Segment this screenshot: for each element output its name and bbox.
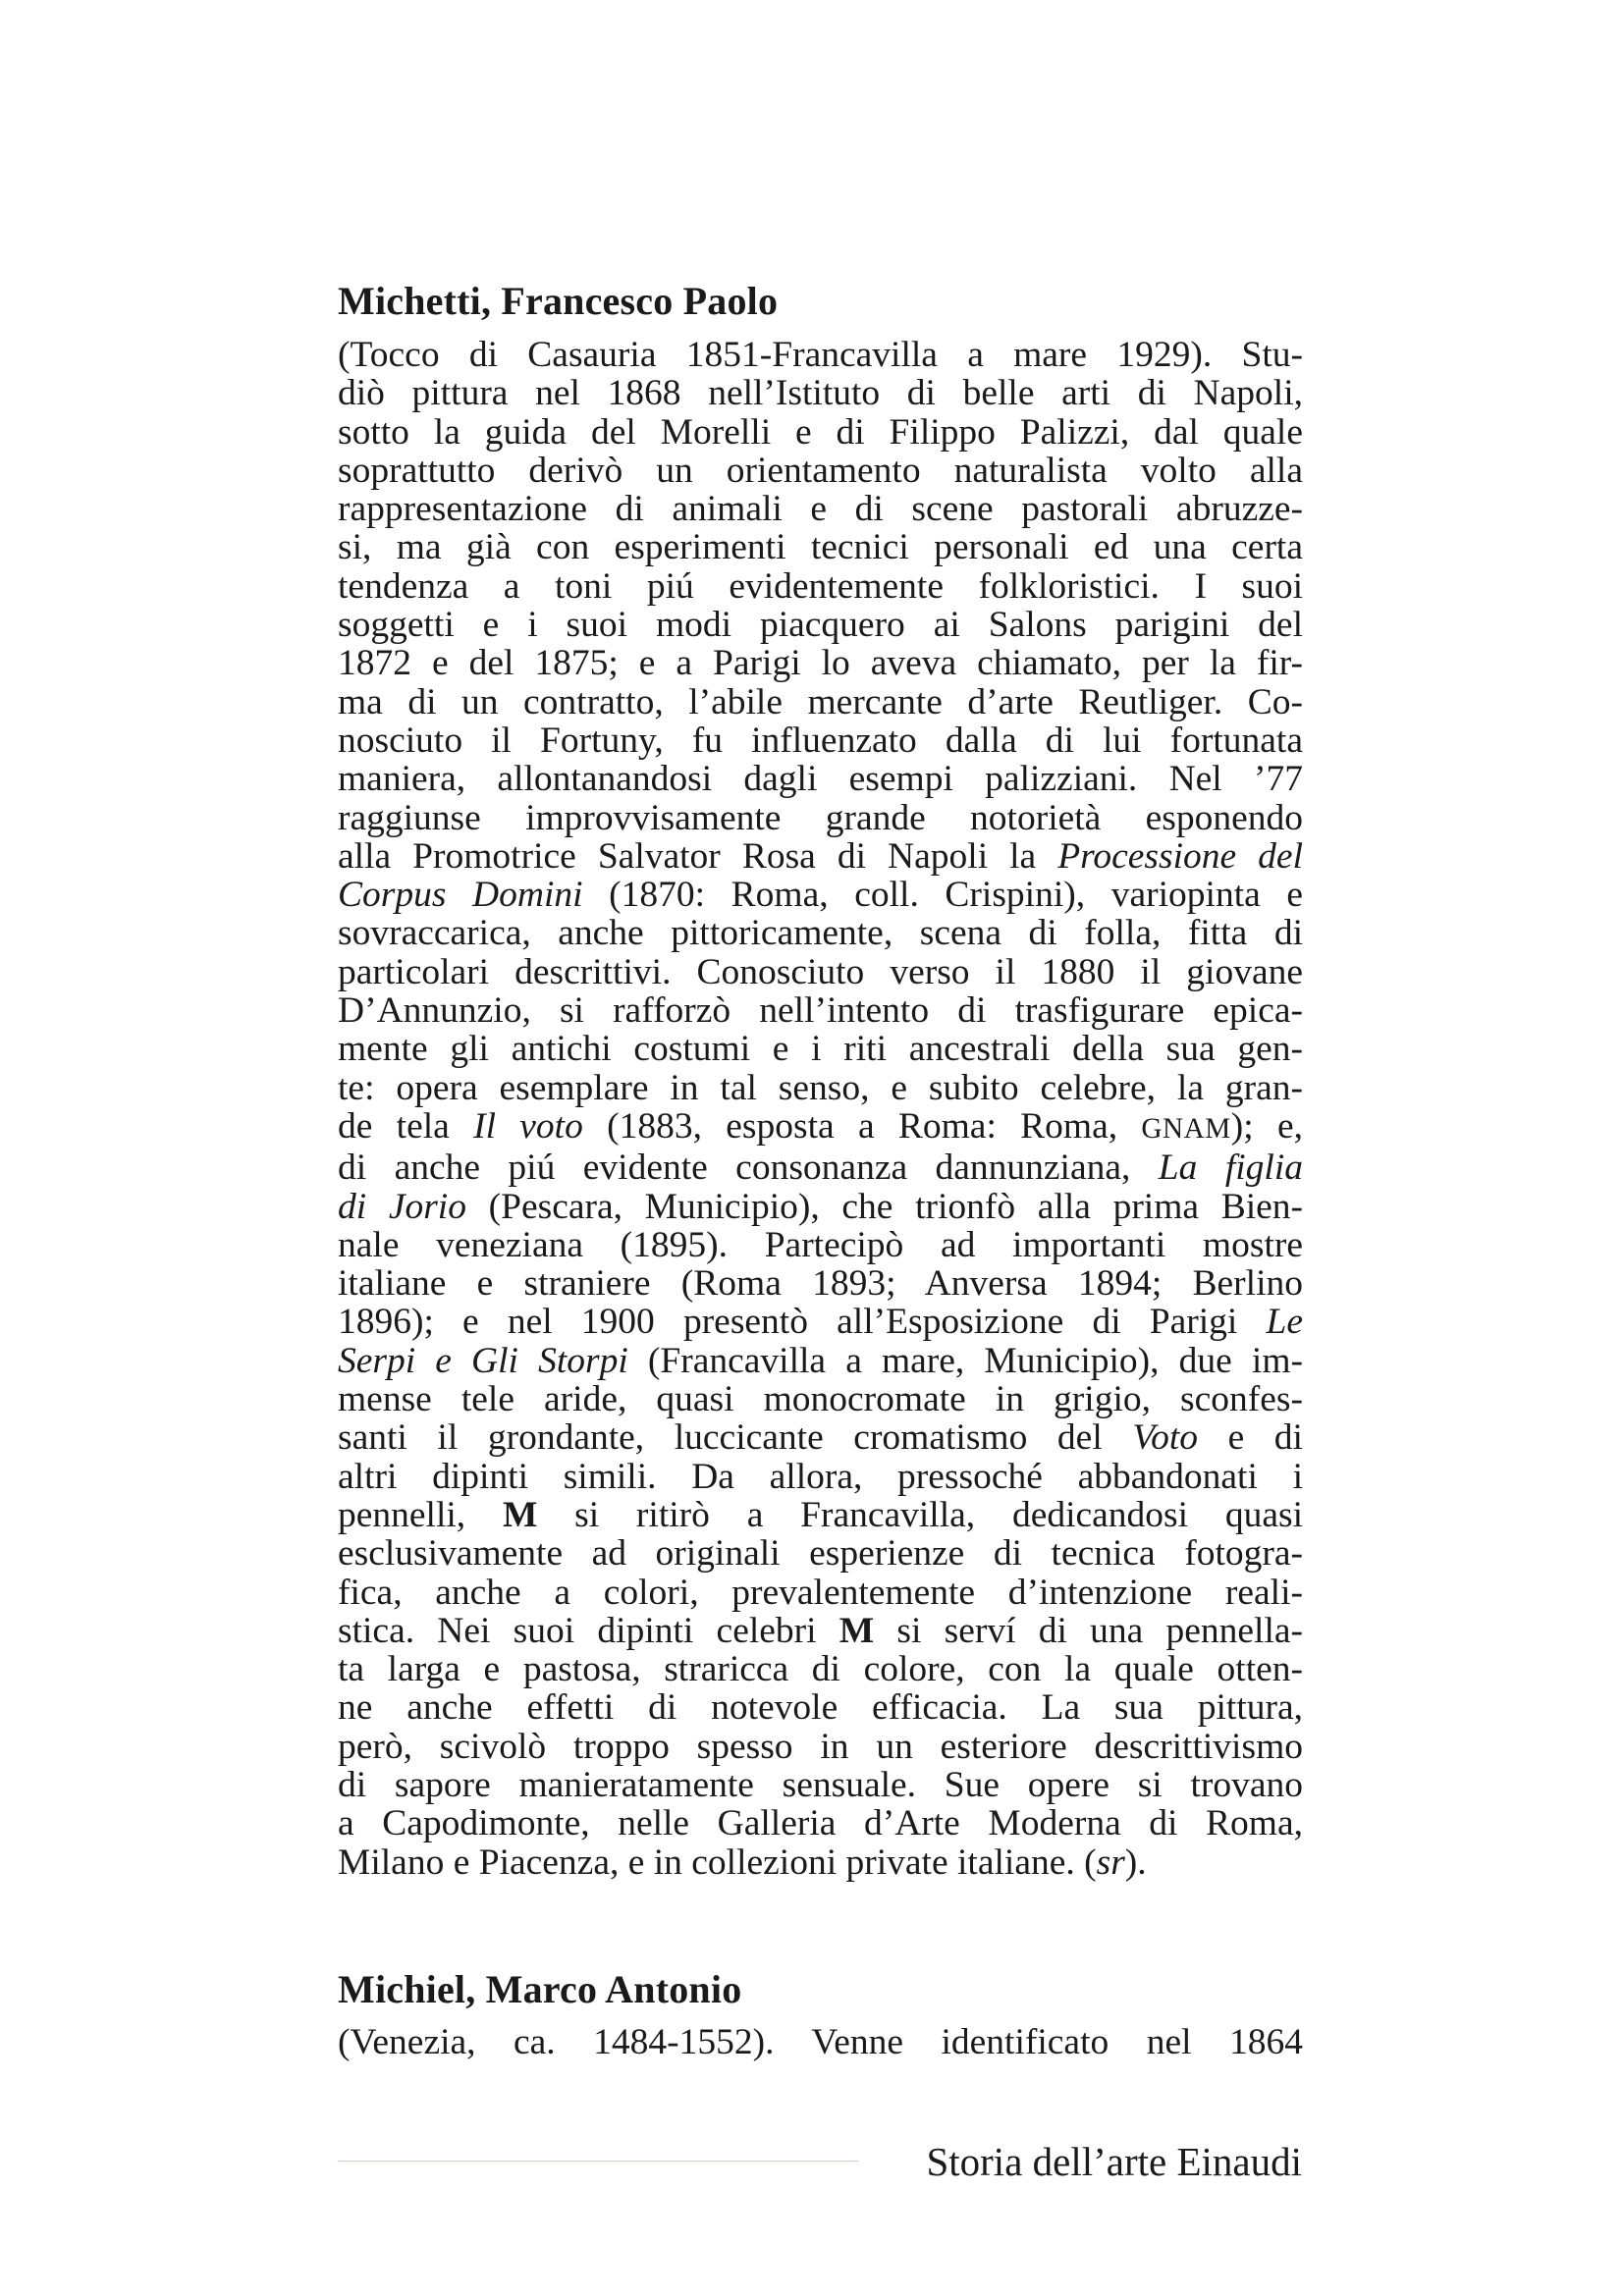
text-segment: (Tocco di Casauria 1851-Francavilla a mare 1929). Stu- xyxy=(338,335,1303,375)
italic-text: Le xyxy=(1266,1302,1303,1343)
text-line xyxy=(338,2023,1303,2061)
text-line xyxy=(338,374,1303,412)
italic-text: Processione del xyxy=(1057,835,1303,877)
italic-text: sr xyxy=(1096,1842,1125,1883)
text-segment: ta larga e pastosa, straricca di colore, con la quale otten- xyxy=(338,1649,1303,1690)
text-line xyxy=(338,914,1303,952)
text-segment: santi il grondante, luccicante cromatismo del xyxy=(338,1417,1133,1459)
text-segment: nale veneziana (1895). Partecipò ad importanti mostre xyxy=(338,1224,1303,1265)
text-segment: pennelli, xyxy=(338,1494,503,1535)
text-line xyxy=(338,452,1303,490)
text-segment: ma di un contratto, l’abile mercante d’arte Reutliger. Co- xyxy=(338,681,1303,722)
italic-text: di Jorio xyxy=(338,1186,466,1227)
text-segment: di anche piú evidente consonanza dannunziana, xyxy=(338,1148,1159,1189)
text-segment: (Francavilla a mare, Municipio), due im- xyxy=(627,1340,1303,1381)
text-line xyxy=(338,760,1303,798)
text-segment: ); e, xyxy=(1230,1105,1303,1147)
text-line xyxy=(338,1069,1303,1107)
italic-text: La figlia xyxy=(1158,1148,1303,1189)
text-line xyxy=(338,683,1303,721)
text-line xyxy=(338,1766,1303,1804)
footer-label: Storia dell’arte Einaudi xyxy=(926,2139,1302,2184)
text-line xyxy=(338,1728,1303,1766)
text-line xyxy=(338,876,1303,914)
text-segment: 1896); e nel 1900 presentò all’Esposizione di Parigi xyxy=(338,1302,1267,1343)
text-segment: (1883, esposta a Roma: Roma, xyxy=(582,1105,1142,1147)
text-line xyxy=(338,413,1303,452)
entry-body-michiel xyxy=(338,2023,1303,2061)
text-line xyxy=(338,1418,1303,1457)
entry-title-michiel: Michiel, Marco Antonio xyxy=(338,1967,742,2011)
text-segment: (Pescara, Municipio), che trionfò alla prima Bien- xyxy=(465,1186,1304,1227)
text-line xyxy=(338,1148,1303,1187)
text-line xyxy=(338,1264,1303,1303)
text-line xyxy=(338,1303,1303,1341)
text-line xyxy=(338,644,1303,682)
text-line xyxy=(338,1107,1303,1148)
italic-text: Corpus Domini xyxy=(338,875,583,916)
text-segment: D’Annunzio, si rafforzò nell’intento di trasfigurare epica- xyxy=(338,990,1303,1032)
text-line xyxy=(338,1030,1303,1068)
text-segment: si ritirò a Francavilla, dedicandosi quasi xyxy=(537,1494,1303,1535)
text-line xyxy=(338,1496,1303,1534)
italic-text: Serpi e Gli Storpi xyxy=(338,1340,628,1381)
text-line xyxy=(338,991,1303,1030)
text-segment: nosciuto il Fortuny, fu influenzato dalla di lui fortunata xyxy=(338,720,1303,761)
text-segment: (Venezia, ca. 1484-1552). Venne identificato nel 1864 xyxy=(338,2022,1303,2062)
text-line xyxy=(338,1688,1303,1727)
text-segment: si, ma già con esperimenti tecnici personali ed una certa xyxy=(338,527,1303,568)
text-line xyxy=(338,1380,1303,1418)
text-segment: sovraccarica, anche pittoricamente, scena di folla, fitta di xyxy=(338,913,1303,954)
text-segment: tendenza a toni piú evidentemente folkloristici. I suoi xyxy=(338,565,1303,607)
text-segment: rappresentazione di animali e di scene pastorali abruzze- xyxy=(338,489,1303,530)
text-segment: italiane e straniere (Roma 1893; Anversa 1894; Berlino xyxy=(338,1263,1303,1305)
bold-text: M xyxy=(839,1610,875,1651)
text-line xyxy=(338,567,1303,606)
text-segment: Milano e Piacenza, e in collezioni private italiane. ( xyxy=(338,1842,1097,1883)
entry-body-michetti xyxy=(338,336,1303,1882)
text-line xyxy=(338,721,1303,760)
text-line xyxy=(338,953,1303,991)
text-segment: altri dipinti simili. Da allora, pressoché abbandonati i xyxy=(338,1456,1303,1497)
text-segment: (1870: Roma, coll. Crispini), variopinta e xyxy=(582,875,1304,916)
text-line xyxy=(338,528,1303,566)
text-segment: maniera, allontanandosi dagli esempi palizziani. Nel ’77 xyxy=(338,759,1303,800)
text-line xyxy=(338,1612,1303,1650)
text-line xyxy=(338,1534,1303,1573)
text-segment: mente gli antichi costumi e i riti ancestrali della sua gen- xyxy=(338,1029,1303,1070)
text-segment: GNAM xyxy=(1141,1112,1231,1145)
text-segment: te: opera esemplare in tal senso, e subito celebre, la gran- xyxy=(338,1067,1303,1108)
text-line xyxy=(338,1574,1303,1612)
text-line xyxy=(338,490,1303,528)
text-segment: 1872 e del 1875; e a Parigi lo aveva chiamato, per la fir- xyxy=(338,643,1303,684)
text-segment: si serví di una pennella- xyxy=(874,1610,1304,1651)
text-segment: particolari descrittivi. Conosciuto verso il 1880 il giovane xyxy=(338,951,1303,992)
text-segment: stica. Nei suoi dipinti celebri xyxy=(338,1610,839,1651)
text-segment: alla Promotrice Salvator Rosa di Napoli la xyxy=(338,835,1058,877)
text-segment: fica, anche a colori, prevalentemente d’intenzione reali- xyxy=(338,1572,1303,1613)
text-segment: sotto la guida del Morelli e di Filippo Palizzi, dal quale xyxy=(338,411,1303,453)
bold-text: M xyxy=(502,1494,538,1535)
text-segment: però, scivolò troppo spesso in un esteriore descrittivismo xyxy=(338,1726,1303,1767)
text-line xyxy=(338,799,1303,837)
text-line xyxy=(338,606,1303,644)
text-line xyxy=(338,1226,1303,1264)
text-segment: mense tele aride, quasi monocromate in grigio, sconfes- xyxy=(338,1379,1303,1420)
text-line xyxy=(338,336,1303,374)
text-line xyxy=(338,1342,1303,1380)
text-segment: e di xyxy=(1198,1417,1303,1459)
text-line xyxy=(338,1804,1303,1842)
entry-title-michetti: Michetti, Francesco Paolo xyxy=(338,279,779,323)
text-segment: soggetti e i suoi modi piacquero ai Salons parigini del xyxy=(338,605,1303,646)
text-line xyxy=(338,1458,1303,1496)
text-segment: diò pittura nel 1868 nell’Istituto di belle arti di Napoli, xyxy=(338,373,1303,414)
text-segment: esclusivamente ad originali esperienze di tecnica fotogra- xyxy=(338,1533,1303,1575)
text-segment: soprattutto derivò un orientamento naturalista volto alla xyxy=(338,450,1303,491)
text-line xyxy=(338,1188,1303,1226)
text-segment: de tela xyxy=(338,1105,474,1147)
text-segment: di sapore manieratamente sensuale. Sue opere si trovano xyxy=(338,1764,1303,1805)
text-segment: ne anche effetti di notevole efficacia. La sua pittura, xyxy=(338,1687,1303,1729)
italic-text: Voto xyxy=(1132,1417,1198,1459)
text-segment: raggiunse improvvisamente grande notorietà esponendo xyxy=(338,797,1303,838)
text-line xyxy=(338,837,1303,876)
text-segment: a Capodimonte, nelle Galleria d’Arte Moderna di Roma, xyxy=(338,1803,1303,1844)
footer-rule xyxy=(338,2161,858,2162)
text-segment: ). xyxy=(1124,1842,1147,1883)
italic-text: Il voto xyxy=(473,1105,583,1147)
text-line xyxy=(338,1843,1303,1882)
text-line xyxy=(338,1650,1303,1688)
